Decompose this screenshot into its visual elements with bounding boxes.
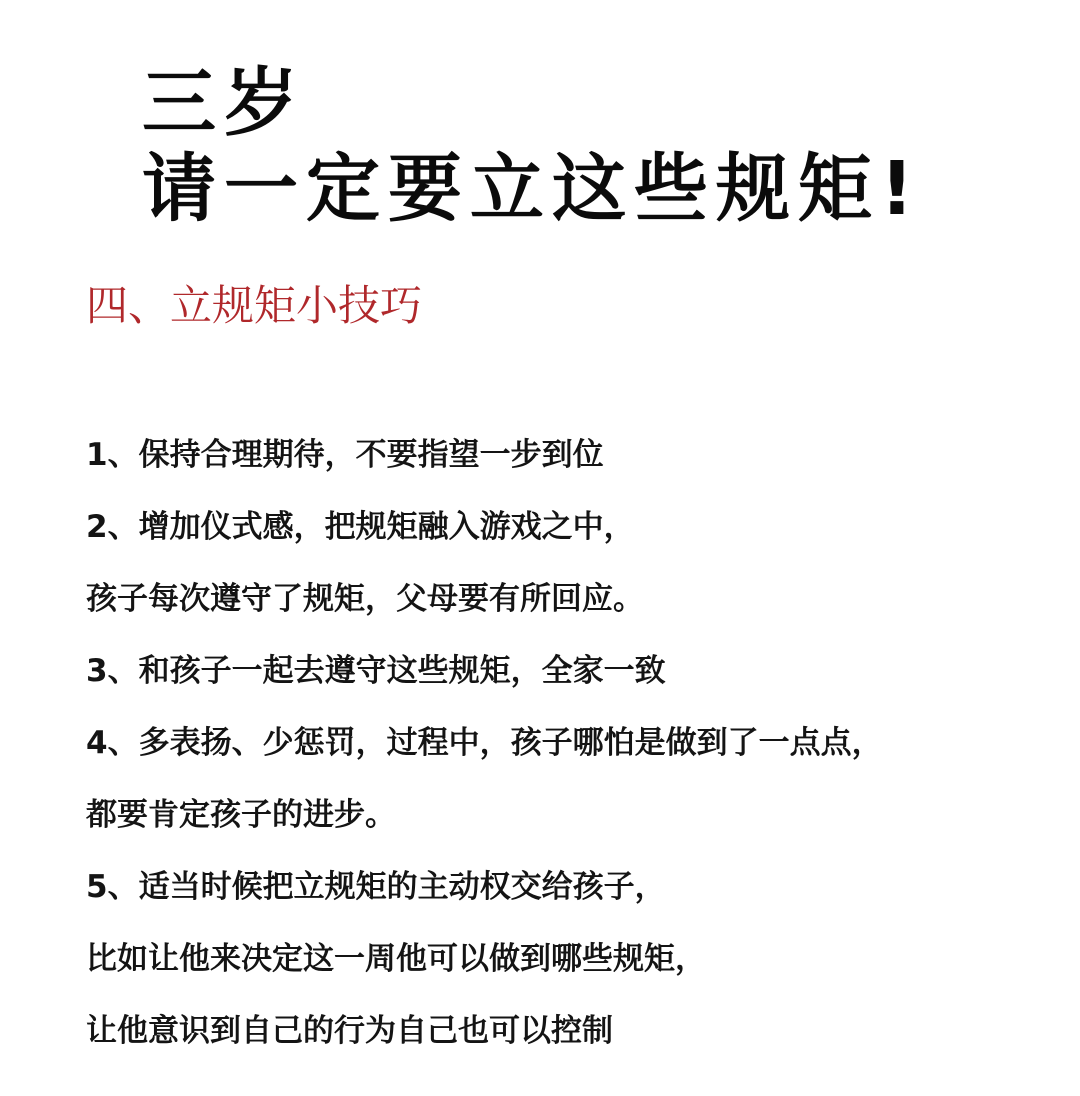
tip-line: 比如让他来决定这一周他可以做到哪些规矩， bbox=[86, 941, 706, 977]
tip-line: 1、保持合理期待，不要指望一步到位 bbox=[86, 437, 604, 473]
section-heading: 四、立规矩小技巧 bbox=[86, 281, 423, 330]
tip-line: 3、和孩子一起去遵守这些规矩，全家一致 bbox=[86, 653, 666, 689]
tip-line: 都要肯定孩子的进步。 bbox=[86, 797, 396, 833]
tip-line: 4、多表扬、少惩罚，过程中，孩子哪怕是做到了一点点， bbox=[86, 725, 883, 761]
tips-list bbox=[86, 433, 883, 1081]
title-line-1: 三岁 bbox=[142, 60, 306, 146]
tip-line: 2、增加仪式感，把规矩融入游戏之中， bbox=[86, 509, 635, 545]
title-line-2: 请一定要立这些规矩! bbox=[142, 146, 922, 232]
tip-line: 让他意识到自己的行为自己也可以控制 bbox=[86, 1013, 613, 1049]
tip-line: 孩子每次遵守了规矩，父母要有所回应。 bbox=[86, 581, 644, 617]
tip-line: 5、适当时候把立规矩的主动权交给孩子， bbox=[86, 869, 666, 905]
